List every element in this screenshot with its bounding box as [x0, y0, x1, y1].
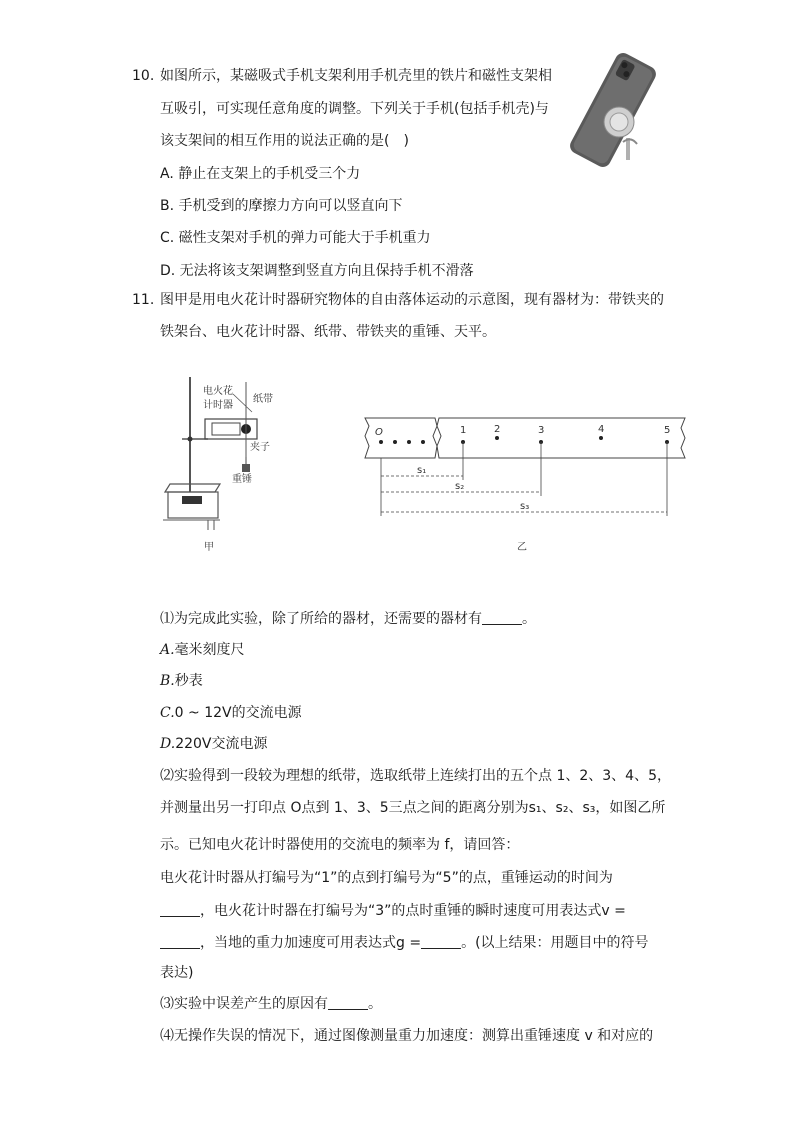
q11-part1-option-c: [160, 703, 302, 723]
option-letter: D.: [160, 736, 176, 752]
tape-point-1: 1: [460, 425, 467, 436]
answer-blank[interactable]: [421, 934, 461, 949]
phone-holder-photo: [563, 60, 655, 165]
q11-part1-suffix: 。: [522, 611, 536, 627]
label-clip: 夹子: [250, 442, 270, 453]
answer-blank[interactable]: [160, 902, 200, 917]
q10-stem-line-1: 如图所示，某磁吸式手机支架利用手机壳里的铁片和磁性支架相: [160, 68, 552, 84]
figure-a-apparatus: [160, 372, 273, 557]
q11-part3-text: ⑶实验中误差产生的原因有: [160, 996, 328, 1012]
q11-part3-suffix: 。: [368, 996, 382, 1012]
option-letter: B.: [160, 673, 175, 689]
q11-part2-line-5: [160, 901, 626, 921]
option-text: 秒表: [174, 673, 203, 689]
answer-blank[interactable]: [160, 934, 200, 949]
distance-s2: s₂: [455, 481, 465, 492]
question-11-number: 11.: [132, 292, 155, 308]
q11-part1-text: ⑴为完成此实验，除了所给的器材，还需要的器材有: [160, 611, 482, 627]
q10-option-c: C. 磁性支架对手机的弹力可能大于手机重力: [160, 230, 431, 246]
q11-part1-option-a: [160, 640, 245, 660]
q11-part1-option-d: [160, 734, 268, 754]
q10-option-b: B. 手机受到的摩擦力方向可以竖直向下: [160, 198, 403, 214]
figure-b-caption: 乙: [517, 542, 527, 553]
q11-part2-line-4: 电火花计时器从打编号为“1”的点到打编号为“5”的点，重锤运动的时间为: [160, 870, 613, 886]
q10-option-d: D. 无法将该支架调整到竖直方向且保持手机不滑落: [160, 263, 474, 279]
tape-origin-label: O: [375, 427, 383, 438]
tape-point-5: 5: [664, 425, 671, 436]
option-letter: C.: [160, 705, 175, 721]
q11-part2-tail: 表达): [160, 965, 194, 981]
option-text: 0 ~ 12V的交流电源: [174, 705, 302, 721]
label-tape: 纸带: [253, 394, 273, 405]
answer-blank[interactable]: [328, 995, 368, 1010]
answer-blank[interactable]: [482, 610, 522, 625]
label-timer-2: 计时器: [203, 400, 233, 411]
q11-part2-line-6: [160, 933, 649, 953]
q11-part2-blank2-suffix: ，当地的重力加速度可用表达式g =: [200, 935, 422, 951]
tape-point-4: 4: [598, 424, 605, 435]
option-text: 220V交流电源: [175, 736, 268, 752]
question-10-number: 10.: [132, 68, 155, 84]
q11-part1-option-b: [160, 671, 203, 691]
option-text: 毫米刻度尺: [174, 642, 245, 658]
figure-b-paper-tape: [365, 418, 685, 558]
figure-a-caption: 甲: [204, 542, 214, 553]
q11-part2-blank3-suffix: 。(以上结果：用题目中的符号: [461, 935, 649, 951]
q10-option-a: A. 静止在支架上的手机受三个力: [160, 166, 361, 182]
q11-part2-line-1: ⑵实验得到一段较为理想的纸带，选取纸带上连续打出的五个点 1、2、3、4、5，: [160, 768, 671, 784]
q11-part2-line-2: 并测量出另一打印点 O点到 1、3、5三点之间的距离分别为s₁、s₂、s₃，如图乙所: [160, 800, 666, 816]
distance-s3: s₃: [520, 501, 530, 512]
q11-stem-line-1: 图甲是用电火花计时器研究物体的自由落体运动的示意图，现有器材为：带铁夹的: [160, 292, 664, 308]
distance-s1: s₁: [417, 465, 427, 476]
option-letter: A.: [160, 642, 175, 658]
q11-part2-line-3: 示。已知电火花计时器使用的交流电的频率为 f，请回答：: [160, 837, 520, 853]
label-timer-1: 电火花: [203, 386, 233, 397]
q11-stem-line-2: 铁架台、电火花计时器、纸带、带铁夹的重锤、天平。: [160, 324, 496, 340]
q11-part4: ⑷无操作失误的情况下，通过图像测量重力加速度：测算出重锤速度 v 和对应的: [160, 1028, 654, 1044]
tape-point-2: 2: [494, 424, 501, 435]
label-weight: 重锤: [232, 474, 252, 485]
q11-part2-blank1-suffix: ，电火花计时器在打编号为“3”的点时重锤的瞬时速度可用表达式v =: [200, 903, 626, 919]
q10-stem-line-2: 互吸引，可实现任意角度的调整。下列关于手机(包括手机壳)与: [160, 101, 549, 117]
q10-stem-line-3: 该支架间的相互作用的说法正确的是( ): [160, 133, 409, 149]
tape-point-3: 3: [538, 425, 545, 436]
q11-part1-question: [160, 609, 536, 629]
q11-part3: [160, 994, 382, 1014]
